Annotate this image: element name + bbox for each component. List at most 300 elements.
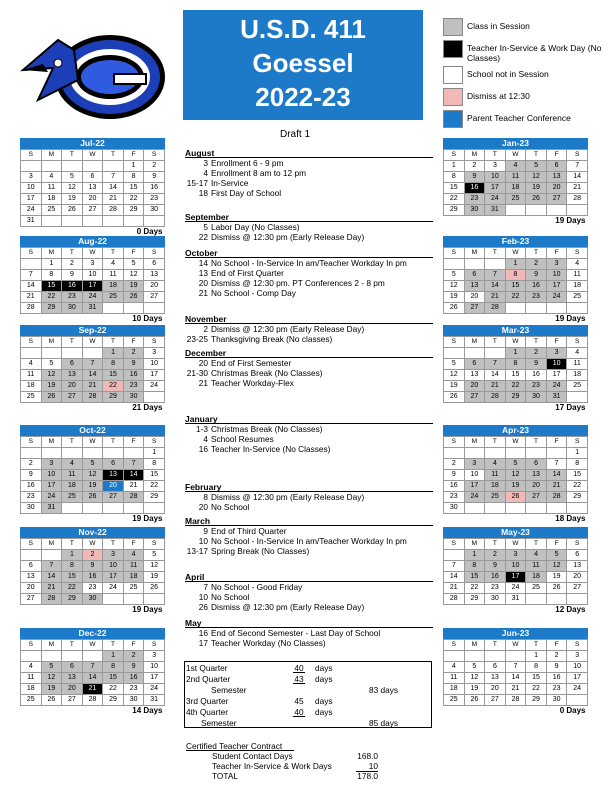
day-cell: 21 <box>103 194 124 205</box>
day-cell: 17 <box>546 370 567 381</box>
day-cell: 21 <box>546 481 567 492</box>
event-item <box>185 638 433 648</box>
weekday-header: S <box>144 437 165 448</box>
month-header: Aug-22 <box>20 236 165 247</box>
day-cell: 29 <box>567 492 588 503</box>
month-header: Oct-22 <box>20 425 165 436</box>
day-cell: 10 <box>144 359 165 370</box>
day-cell: 30 <box>546 695 567 706</box>
event-text: End of First Quarter <box>211 268 284 278</box>
day-cell <box>41 161 62 172</box>
weekday-header: W <box>505 437 526 448</box>
day-cell: 23 <box>123 381 144 392</box>
day-cell: 11 <box>123 561 144 572</box>
day-cell: 18 <box>21 684 42 695</box>
day-cell: 1 <box>103 651 124 662</box>
day-cell: 24 <box>546 292 567 303</box>
day-cell <box>123 216 144 227</box>
day-cell: 20 <box>62 684 83 695</box>
day-cell: 12 <box>444 281 465 292</box>
day-cell: 13 <box>62 673 83 684</box>
legend-swatch <box>443 88 463 106</box>
event-month-section <box>185 572 433 612</box>
day-cell: 6 <box>526 459 547 470</box>
day-cell: 17 <box>505 572 526 583</box>
day-cell <box>144 216 165 227</box>
day-cell: 14 <box>505 673 526 684</box>
day-cell: 31 <box>546 392 567 403</box>
event-text: Teacher In-Service (No Classes) <box>211 444 331 454</box>
event-text: No School - Good Friday <box>211 582 303 592</box>
contract-row <box>212 771 386 781</box>
event-item <box>185 424 433 434</box>
day-cell: 14 <box>444 572 465 583</box>
day-cell: 22 <box>567 481 588 492</box>
day-cell: 20 <box>546 183 567 194</box>
day-cell: 16 <box>444 481 465 492</box>
legend-swatch <box>443 18 463 36</box>
day-cell: 23 <box>123 684 144 695</box>
day-cell <box>485 503 506 514</box>
day-cell: 2 <box>123 651 144 662</box>
event-date: 9 <box>203 526 208 536</box>
month-calendar <box>443 138 588 226</box>
day-cell: 23 <box>444 492 465 503</box>
day-cell <box>526 594 547 605</box>
day-cell: 19 <box>505 481 526 492</box>
day-cell: 14 <box>123 470 144 481</box>
day-cell: 26 <box>444 392 465 403</box>
month-header: Mar-23 <box>443 325 588 336</box>
day-cell: 18 <box>567 370 588 381</box>
day-cell: 11 <box>21 370 42 381</box>
day-cell: 25 <box>444 695 465 706</box>
day-cell: 27 <box>485 695 506 706</box>
day-cell <box>82 161 103 172</box>
day-cell: 12 <box>123 270 144 281</box>
day-cell <box>21 448 42 459</box>
day-cell: 10 <box>546 270 567 281</box>
day-cell: 1 <box>103 348 124 359</box>
event-month-section <box>185 516 433 556</box>
day-cell: 6 <box>567 550 588 561</box>
event-item <box>185 268 433 278</box>
legend-item <box>443 66 603 88</box>
day-cell: 27 <box>464 392 485 403</box>
weekday-header: T <box>62 640 83 651</box>
month-total-days: 14 Days <box>132 706 163 715</box>
day-cell <box>62 161 83 172</box>
day-cell: 28 <box>505 695 526 706</box>
event-text: Teacher Workday-Flex <box>211 378 294 388</box>
day-cell: 31 <box>82 303 103 314</box>
day-cell: 10 <box>21 183 42 194</box>
day-cell: 5 <box>526 161 547 172</box>
day-cell <box>526 503 547 514</box>
weekday-header: S <box>567 150 588 161</box>
day-cell: 14 <box>485 370 506 381</box>
day-cell: 29 <box>444 205 465 216</box>
day-cell: 2 <box>546 651 567 662</box>
day-cell: 8 <box>505 270 526 281</box>
day-cell: 16 <box>144 183 165 194</box>
day-cell <box>144 392 165 403</box>
legend <box>443 18 603 132</box>
day-cell: 29 <box>144 492 165 503</box>
month-header: Sep-22 <box>20 325 165 336</box>
day-cell: 17 <box>103 572 124 583</box>
day-cell: 3 <box>485 161 506 172</box>
day-cell: 25 <box>567 292 588 303</box>
day-cell: 14 <box>485 281 506 292</box>
day-cell: 18 <box>485 481 506 492</box>
month-header: Nov-22 <box>20 527 165 538</box>
weekday-header: S <box>144 640 165 651</box>
day-cell: 28 <box>82 695 103 706</box>
day-cell: 30 <box>526 392 547 403</box>
day-cell <box>444 348 465 359</box>
legend-item <box>443 88 603 110</box>
day-cell <box>526 205 547 216</box>
event-item <box>185 502 433 512</box>
day-cell: 13 <box>21 572 42 583</box>
day-cell: 2 <box>485 550 506 561</box>
weekday-header: S <box>21 437 42 448</box>
weekday-header: S <box>444 437 465 448</box>
day-cell: 11 <box>505 172 526 183</box>
q1-label: 1st Quarter <box>186 663 228 673</box>
day-cell <box>567 205 588 216</box>
day-cell: 12 <box>464 673 485 684</box>
day-cell <box>505 651 526 662</box>
day-cell: 24 <box>82 292 103 303</box>
day-cell: 27 <box>62 392 83 403</box>
day-cell <box>82 448 103 459</box>
weekday-header: T <box>485 337 506 348</box>
day-cell: 12 <box>62 183 83 194</box>
day-cell: 14 <box>21 281 42 292</box>
day-cell: 17 <box>144 673 165 684</box>
day-cell: 20 <box>82 194 103 205</box>
event-item <box>185 434 433 444</box>
semester2-total: 85 days <box>369 718 399 728</box>
weekday-header: F <box>123 640 144 651</box>
day-cell: 11 <box>567 359 588 370</box>
contract-row-label: Teacher In-Service & Work Days <box>212 761 332 771</box>
day-cell: 8 <box>505 359 526 370</box>
day-cell: 8 <box>464 561 485 572</box>
day-cell: 5 <box>505 459 526 470</box>
contract-row-value: 168.0 <box>357 751 378 761</box>
day-cell <box>526 448 547 459</box>
day-cell <box>464 348 485 359</box>
day-cell: 30 <box>62 303 83 314</box>
month-calendar <box>20 628 165 716</box>
q2-label: 2nd Quarter <box>186 674 231 684</box>
day-cell: 13 <box>103 470 124 481</box>
legend-label: Class in Session <box>467 21 530 31</box>
day-cell: 10 <box>485 172 506 183</box>
day-cell: 26 <box>62 205 83 216</box>
day-cell: 17 <box>41 481 62 492</box>
contract-row <box>212 761 386 771</box>
event-item <box>185 444 433 454</box>
day-cell: 27 <box>103 492 124 503</box>
legend-item <box>443 40 603 66</box>
month-calendar <box>20 425 165 524</box>
day-cell <box>485 448 506 459</box>
day-cell: 24 <box>567 684 588 695</box>
day-cell: 5 <box>464 662 485 673</box>
day-cell: 24 <box>505 583 526 594</box>
event-text: Dismiss @ 12:30 pm. PT Conferences 2 - 8 pm <box>211 278 385 288</box>
weekday-header: T <box>485 248 506 259</box>
event-month-title: February <box>185 482 433 492</box>
weekday-header: S <box>444 337 465 348</box>
weekday-header: W <box>505 539 526 550</box>
day-cell <box>567 303 588 314</box>
contract-row-label: Student Contact Days <box>212 751 293 761</box>
day-cell: 20 <box>526 481 547 492</box>
day-cell: 7 <box>21 270 42 281</box>
day-cell: 4 <box>103 259 124 270</box>
weekday-header: T <box>62 150 83 161</box>
day-cell: 15 <box>103 370 124 381</box>
day-cell: 4 <box>41 172 62 183</box>
day-cell: 22 <box>464 583 485 594</box>
day-cell: 27 <box>82 205 103 216</box>
month-calendar <box>443 425 588 524</box>
day-cell: 22 <box>103 381 124 392</box>
day-cell: 4 <box>62 459 83 470</box>
day-cell: 28 <box>82 392 103 403</box>
day-cell: 7 <box>567 161 588 172</box>
weekday-header: M <box>41 539 62 550</box>
day-cell: 10 <box>505 561 526 572</box>
day-cell: 17 <box>82 281 103 292</box>
event-item <box>185 168 433 178</box>
day-cell: 6 <box>485 662 506 673</box>
day-cell: 18 <box>526 572 547 583</box>
day-cell: 7 <box>123 459 144 470</box>
day-cell: 7 <box>546 459 567 470</box>
day-cell: 22 <box>62 583 83 594</box>
day-cell: 28 <box>485 303 506 314</box>
event-text: Thanksgiving Break (No classes) <box>211 334 333 344</box>
day-cell: 3 <box>21 172 42 183</box>
event-month-title: May <box>185 618 433 628</box>
event-item <box>185 628 433 638</box>
day-cell: 21 <box>82 381 103 392</box>
day-cell <box>82 503 103 514</box>
month-total-days: 17 Days <box>555 403 586 412</box>
day-cell <box>82 216 103 227</box>
day-cell: 1 <box>41 259 62 270</box>
day-cell: 27 <box>62 695 83 706</box>
day-cell: 17 <box>485 183 506 194</box>
event-date: 4 <box>203 434 208 444</box>
event-month-section <box>185 212 433 242</box>
weekday-header: F <box>123 248 144 259</box>
day-cell: 19 <box>464 684 485 695</box>
day-cell: 7 <box>505 662 526 673</box>
event-item <box>185 188 433 198</box>
event-date: 22 <box>198 232 208 242</box>
month-total-days: 0 Days <box>559 706 586 715</box>
legend-swatch <box>443 40 463 58</box>
day-cell: 4 <box>567 348 588 359</box>
month-header: May-23 <box>443 527 588 538</box>
day-cell: 25 <box>62 492 83 503</box>
day-cell: 9 <box>144 172 165 183</box>
q3-days: 45 <box>294 696 304 706</box>
weekday-header: S <box>444 150 465 161</box>
month-total-days: 19 Days <box>555 216 586 225</box>
weekday-header: S <box>144 150 165 161</box>
day-cell <box>546 205 567 216</box>
weekday-header: T <box>62 248 83 259</box>
day-cell: 26 <box>123 292 144 303</box>
day-cell: 2 <box>526 348 547 359</box>
event-month-section <box>185 314 433 344</box>
day-cell: 10 <box>546 359 567 370</box>
day-cell: 1 <box>526 651 547 662</box>
day-cell: 3 <box>82 259 103 270</box>
weekday-header: S <box>21 150 42 161</box>
day-cell: 25 <box>567 381 588 392</box>
year-title: 2022-23 <box>255 82 351 112</box>
day-cell: 7 <box>103 172 124 183</box>
day-cell: 26 <box>464 695 485 706</box>
day-cell: 9 <box>62 270 83 281</box>
day-cell: 17 <box>546 281 567 292</box>
event-month-section <box>185 482 433 512</box>
day-cell: 16 <box>62 281 83 292</box>
day-cell: 24 <box>464 492 485 503</box>
day-cell: 30 <box>144 205 165 216</box>
day-cell: 29 <box>41 303 62 314</box>
event-date: 8 <box>203 492 208 502</box>
day-cell: 13 <box>567 561 588 572</box>
day-cell: 26 <box>82 492 103 503</box>
weekday-header: M <box>464 337 485 348</box>
day-cell: 30 <box>21 503 42 514</box>
day-cell: 21 <box>82 684 103 695</box>
day-cell: 16 <box>123 370 144 381</box>
event-text: No School - In-Service In am/Teacher Workday In pm <box>211 258 407 268</box>
day-cell: 31 <box>41 503 62 514</box>
event-month-title: November <box>185 314 433 324</box>
day-cell: 25 <box>505 194 526 205</box>
day-cell <box>82 348 103 359</box>
day-cell: 15 <box>123 183 144 194</box>
day-cell: 19 <box>41 684 62 695</box>
q3-label: 3rd Quarter <box>186 696 229 706</box>
day-cell: 14 <box>82 673 103 684</box>
event-text: Teacher Workday (No Classes) <box>211 638 326 648</box>
day-cell: 10 <box>82 270 103 281</box>
day-cell: 26 <box>144 583 165 594</box>
legend-label: Dismiss at 12:30 <box>467 91 530 101</box>
day-cell: 11 <box>444 673 465 684</box>
day-cell: 3 <box>505 550 526 561</box>
weekday-header: S <box>567 640 588 651</box>
day-cell: 2 <box>526 259 547 270</box>
day-cell: 24 <box>546 381 567 392</box>
day-cell: 28 <box>485 392 506 403</box>
event-month-section <box>185 414 433 454</box>
weekday-header: F <box>123 150 144 161</box>
day-cell: 20 <box>103 481 124 492</box>
day-cell: 2 <box>123 348 144 359</box>
month-calendar <box>20 236 165 324</box>
event-month-title: October <box>185 248 433 258</box>
day-cell: 28 <box>567 194 588 205</box>
day-cell: 8 <box>103 359 124 370</box>
day-cell <box>62 216 83 227</box>
day-cell: 13 <box>82 183 103 194</box>
event-text: End of Third Quarter <box>211 526 287 536</box>
day-cell: 17 <box>144 370 165 381</box>
weekday-header: F <box>546 248 567 259</box>
day-cell: 16 <box>123 673 144 684</box>
contract-row-value: 10 <box>356 761 378 772</box>
day-cell <box>123 448 144 459</box>
event-text: Enrollment 8 am to 12 pm <box>211 168 306 178</box>
day-cell <box>464 651 485 662</box>
day-cell: 4 <box>505 161 526 172</box>
day-cell: 22 <box>526 684 547 695</box>
day-cell <box>103 503 124 514</box>
day-cell: 6 <box>546 161 567 172</box>
month-calendar <box>20 138 165 237</box>
day-cell: 21 <box>123 481 144 492</box>
day-cell: 20 <box>144 281 165 292</box>
q4-days: 40 <box>294 707 304 717</box>
legend-label: Parent Teacher Conference <box>467 113 571 123</box>
day-cell <box>526 303 547 314</box>
event-text: Labor Day (No Classes) <box>211 222 300 232</box>
day-cell: 18 <box>567 281 588 292</box>
day-cell: 15 <box>464 572 485 583</box>
weekday-header: W <box>82 640 103 651</box>
weekday-header: F <box>546 539 567 550</box>
day-cell <box>464 503 485 514</box>
day-cell: 12 <box>546 561 567 572</box>
day-cell: 19 <box>62 194 83 205</box>
day-cell: 2 <box>62 259 83 270</box>
day-cell: 3 <box>41 459 62 470</box>
event-date: 10 <box>198 592 208 602</box>
event-month-title: January <box>185 414 433 424</box>
month-total-days: 19 Days <box>132 514 163 523</box>
day-cell: 12 <box>82 470 103 481</box>
day-cell: 31 <box>505 594 526 605</box>
event-date: 2 <box>203 324 208 334</box>
day-cell: 26 <box>41 695 62 706</box>
day-cell <box>546 448 567 459</box>
event-month-title: August <box>185 148 433 158</box>
event-date: 21 <box>198 378 208 388</box>
month-total-days: 19 Days <box>132 605 163 614</box>
day-cell: 30 <box>82 594 103 605</box>
month-total-days: 18 Days <box>555 514 586 523</box>
month-header: Feb-23 <box>443 236 588 247</box>
day-cell: 13 <box>144 270 165 281</box>
day-cell: 7 <box>444 561 465 572</box>
event-item <box>185 358 433 368</box>
day-cell: 25 <box>21 695 42 706</box>
